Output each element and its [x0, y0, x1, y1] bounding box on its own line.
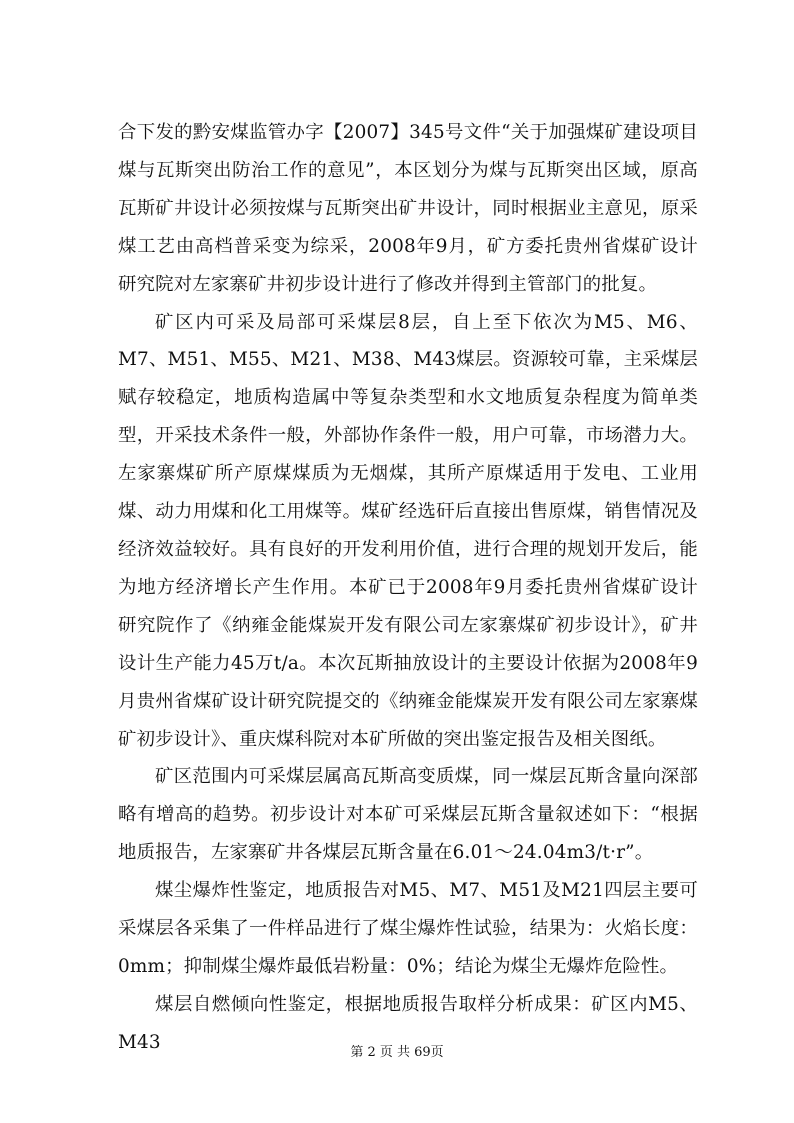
paragraph-5: 煤层自燃倾向性鉴定，根据地质报告取样分析成果：矿区内M5、M43 [118, 993, 698, 1053]
paragraph-2: 矿区内可采及局部可采煤层8层，自上至下依次为M5、M6、M7、M51、M55、M21、M38、M43煤层。资源较可靠，主采煤层赋存较稳定，地质构造属中等复杂类型和水文地质复杂程度为简单类型，开采技术条件一般，外部协作条件一般，用户可靠，市场潜力大。左家寨煤矿所产原煤煤质为无烟煤，其所产原煤适用于发电、工业用煤、动力用煤和化工用煤等。煤矿经选矸后直接出售原煤，销售情况及经济效益较好。具有良好的开发利用价值，进行合理的规划开发后，能为地方经济增长产生作用。本矿已于2008年9月委托贵州省煤矿设计研究院作了《纳雍金能煤炭开发有限公司左家寨煤矿初步设计》，矿井设计生产能力45万t/a。本次瓦斯抽放设计的主要设计依据为2008年9月贵州省煤矿设计研究院提交的《纳雍金能煤炭开发有限公司左家寨煤矿初步设计》、重庆煤科院对本矿所做的突出鉴定报告及相关图纸。 [118, 311, 698, 750]
document-body [118, 114, 698, 1062]
paragraph-3: 矿区范围内可采煤层属高瓦斯高变质煤，同一煤层瓦斯含量向深部略有增高的趋势。初步设计对本矿可采煤层瓦斯含量叙述如下：“根据地质报告，左家寨矿井各煤层瓦斯含量在6.01～24.04m3/t·r”。 [118, 766, 698, 864]
paragraph-4: 煤尘爆炸性鉴定，地质报告对M5、M7、M51及M21四层主要可采煤层各采集了一件样品进行了煤尘爆炸性试验，结果为：火焰长度：0mm；抑制煤尘爆炸最低岩粉量：0%；结论为煤尘无爆炸危险性。 [118, 880, 698, 977]
page-footer: 第 2 页 共 69页 [350, 1045, 444, 1060]
paragraph-1: 合下发的黔安煤监管办字【2007】345号文件“关于加强煤矿建设项目煤与瓦斯突出防治工作的意见”，本区划分为煤与瓦斯突出区域，原高瓦斯矿井设计必须按煤与瓦斯突出矿井设计，同时根据业主意见，原采煤工艺由高档普采变为综采，2008年9月，矿方委托贵州省煤矿设计研究院对左家寨矿井初步设计进行了修改并得到主管部门的批复。 [118, 122, 698, 295]
